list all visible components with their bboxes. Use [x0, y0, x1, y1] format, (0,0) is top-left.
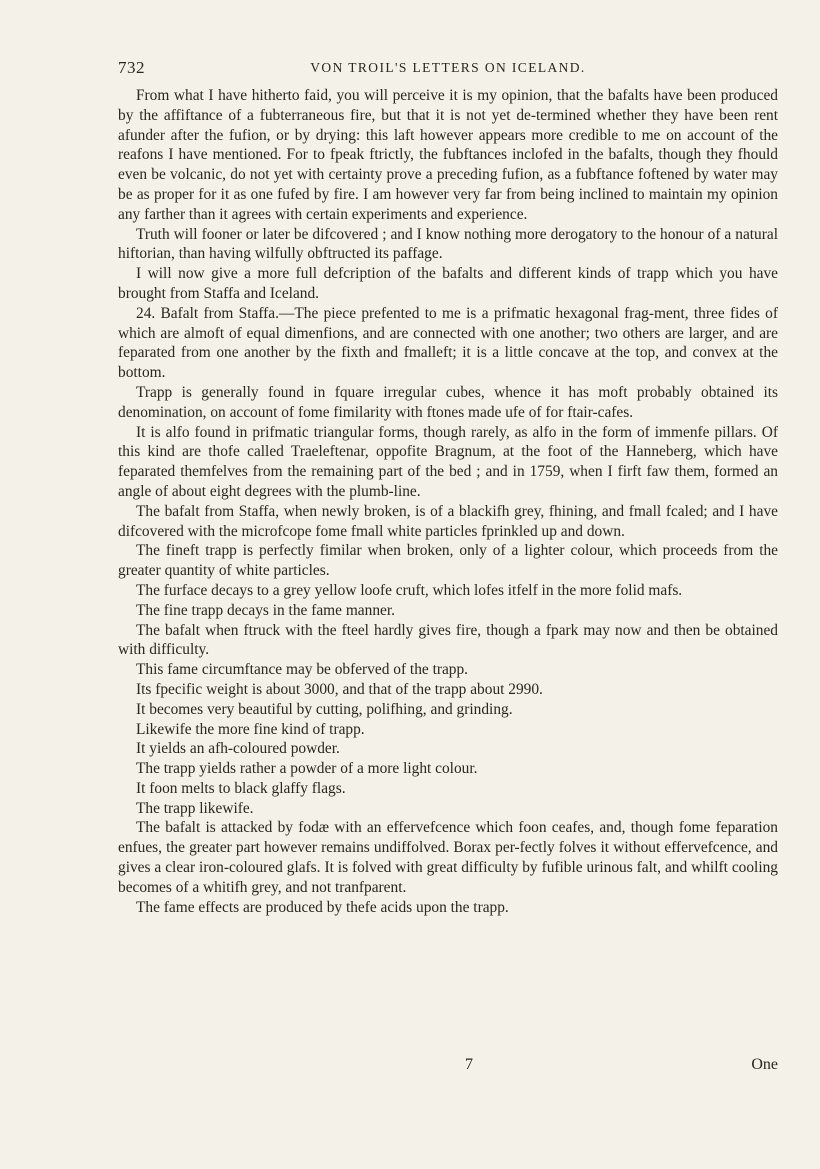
paragraph-truth: Truth will fooner or later be difcovered ; and I know nothing more derogatory to the honour of a natural hiftorian, than having wilfully obftructed its paffage.	[118, 225, 778, 263]
paragraph-steel-fire: The bafalt when ftruck with the fteel hardly gives fire, though a fpark may now and then be obtained with difficulty.	[118, 621, 778, 659]
text-body	[118, 86, 778, 917]
paragraph-trapp-powder: The trapp yields rather a powder of a more light colour.	[136, 760, 478, 778]
paragraph-finest-trapp: The fineft trapp is perfectly fimilar when broken, only of a lighter colour, which proceeds from the greater quantity of white particles.	[118, 542, 778, 580]
paragraph-likewise-fine: Likewife the more fine kind of trapp.	[136, 720, 365, 738]
paragraph-surface-decay: The furface decays to a grey yellow loofe cruft, which lofes itfelf in the more folid mafs.	[136, 581, 683, 599]
paragraph-same-circumstance: This fame circumftance may be obferved of the trapp.	[136, 661, 469, 679]
paragraph-polishing: It becomes very beautiful by cutting, polifhing, and grinding.	[136, 700, 513, 718]
paragraph-specific-weight: Its fpecific weight is about 3000, and that of the trapp about 2990.	[136, 680, 543, 698]
paragraph-basalt-staffa: 24. Bafalt from Staffa.—The piece prefented to me is a prifmatic hexagonal frag-ment, three fides of which are almoft of equal dimenfions, and are connected with one another; two others are larger, and are feparated from one another by the fixth and fmalleft; it is a little concave at the top, and convex at the bottom.	[118, 304, 778, 382]
page-footer	[118, 1056, 778, 1080]
paragraph-trapp-likewise: The trapp likewife.	[136, 799, 254, 817]
paragraph-ash-powder: It yields an afh-coloured powder.	[136, 740, 340, 758]
paragraph-fine-trapp-decay: The fine trapp decays in the fame manner.	[136, 601, 395, 619]
paragraph-prismatic-forms: It is alfo found in prifmatic triangular forms, though rarely, as alfo in the form of immenfe pillars. Of this kind are thofe called Traeleftenar, oppofite Bragnum, at the foot of the Hanneberg, which have feparated themfelves from the remaining part of the bed ; and in 1759, when I firft faw them, formed an angle of about eight degrees with the plumb-line.	[118, 423, 778, 500]
paragraph-soda-borax: The bafalt is attacked by fodæ with an effervefcence which foon ceafes, and, though fome feparation enfues, the greater part however remains undiffolved. Borax per-fectly folves it without effervefcence, and gives a clear iron-coloured glafs. It is folved with great difficulty by fufible urinous falt, and whilft cooling becomes of a whitifh grey, and not tranfparent.	[118, 819, 778, 896]
paragraph-trapp-cubes: Trapp is generally found in fquare irregular cubes, whence it has moft probably obtained its denomination, on account of fome fimilarity with ftones made ufe of for ftair-cafes.	[118, 383, 778, 421]
paragraph-opinion: From what I have hitherto faid, you will perceive it is my opinion, that the bafalts have been produced by the affiftance of a fubterraneous fire, but that it is not yet de-termined whether they have been rent afunder after the fufion, or by drying: this laft however appears more credible to me on account of the reafons I have mentioned. For to fpeak ftrictly, the fubftances inclofed in the bafalts, though they fhould even be volcanic, do not yet with certainty prove a preceding fufion, as a fubftance foftened by water may be as proper for it as one fufed by fire. I am however very far from being inclined to maintain my opinion any farther than it agrees with certain experiments and experience.	[118, 87, 778, 223]
paragraph-same-effects: The fame effects are produced by thefe acids upon the trapp.	[136, 898, 509, 916]
catchword: One	[751, 1056, 778, 1073]
page-number: 732	[118, 58, 145, 77]
paragraph-melts: It foon melts to black glaffy flags.	[136, 779, 346, 797]
signature-mark: 7	[465, 1056, 473, 1073]
paragraph-description-intro: I will now give a more full defcription of the bafalts and different kinds of trapp which you have brought from Staffa and Iceland.	[118, 265, 778, 302]
running-title: VON TROIL'S LETTERS ON ICELAND.	[310, 60, 586, 75]
running-head	[118, 58, 778, 82]
paragraph-basalt-colour: The bafalt from Staffa, when newly broken, is of a blackifh grey, fhining, and fmall fcaled; and I have difcovered with the microfcope fome fmall white particles fprinkled up and down.	[118, 502, 778, 540]
